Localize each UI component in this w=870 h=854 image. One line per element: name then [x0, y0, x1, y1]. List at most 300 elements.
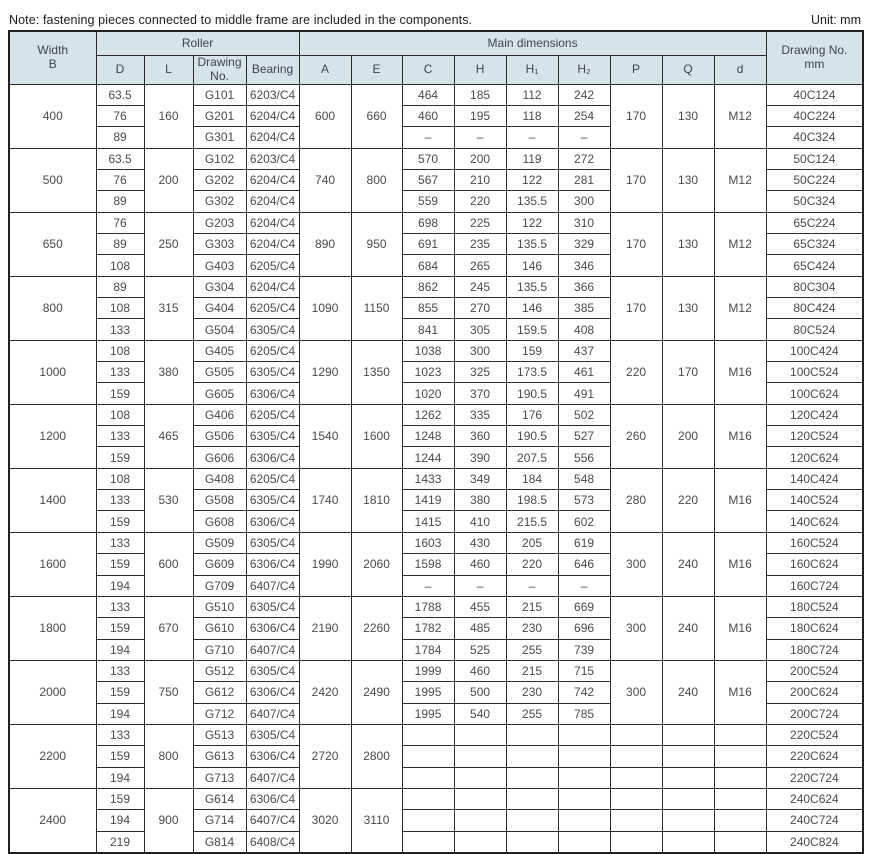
cell-h: 390 [454, 447, 506, 468]
cell-c: – [402, 575, 454, 596]
cell-bearing: 6306/C4 [246, 618, 299, 639]
cell-q [662, 746, 714, 767]
cell-q: 130 [662, 212, 714, 276]
cell-a: 1740 [299, 468, 351, 532]
cell-drawing-code: 65C324 [766, 234, 863, 255]
cell-c: 1995 [402, 703, 454, 724]
note-text: Note: fastening pieces connected to middle frame are included in the components. [9, 13, 473, 27]
cell-p [610, 810, 662, 831]
cell-d-thread [714, 831, 766, 853]
cell-d: 159 [96, 511, 144, 532]
cell-h [454, 746, 506, 767]
cell-drawing-code: 240C624 [766, 788, 863, 809]
col-header-width-b [9, 31, 96, 84]
cell-drawing-no: G505 [193, 362, 246, 383]
cell-d: 76 [96, 105, 144, 126]
cell-d-thread: M12 [714, 84, 766, 148]
cell-c: 1244 [402, 447, 454, 468]
cell-bearing: 6407/C4 [246, 575, 299, 596]
cell-e: 2060 [351, 532, 402, 596]
cell-d: 159 [96, 682, 144, 703]
cell-h: – [454, 127, 506, 148]
cell-h2: – [558, 575, 610, 596]
cell-drawing-no: G504 [193, 319, 246, 340]
table-row [9, 831, 863, 853]
cell-q: 240 [662, 532, 714, 596]
cell-bearing: 6204/C4 [246, 127, 299, 148]
cell-h2: 310 [558, 212, 610, 233]
cell-c: 464 [402, 84, 454, 105]
cell-bearing: 6203/C4 [246, 148, 299, 169]
cell-h2: 242 [558, 84, 610, 105]
col-header-p: P [610, 56, 662, 85]
cell-h1: 205 [506, 532, 558, 553]
cell-h2: 329 [558, 234, 610, 255]
cell-bearing: 6205/C4 [246, 298, 299, 319]
cell-d: 76 [96, 212, 144, 233]
cell-drawing-code: 80C424 [766, 298, 863, 319]
cell-h1: 122 [506, 169, 558, 190]
cell-h2: 669 [558, 596, 610, 617]
col-header-drawing-no: Drawing No. [193, 56, 246, 85]
cell-drawing-no: G712 [193, 703, 246, 724]
cell-h2 [558, 831, 610, 853]
cell-e: 1150 [351, 276, 402, 340]
cell-drawing-no: G403 [193, 255, 246, 276]
cell-p: 300 [610, 660, 662, 724]
cell-bearing: 6204/C4 [246, 169, 299, 190]
cell-c: 698 [402, 212, 454, 233]
col-header-a: A [299, 56, 351, 85]
cell-h2: 696 [558, 618, 610, 639]
cell-drawing-code: 200C624 [766, 682, 863, 703]
cell-drawing-code: 100C424 [766, 340, 863, 361]
cell-drawing-no: G101 [193, 84, 246, 105]
cell-h2: 408 [558, 319, 610, 340]
cell-p: 170 [610, 84, 662, 148]
cell-p [610, 767, 662, 788]
cell-q: 240 [662, 596, 714, 660]
cell-c: 1598 [402, 554, 454, 575]
cell-drawing-code: 120C524 [766, 426, 863, 447]
cell-p [610, 831, 662, 853]
cell-drawing-no: G102 [193, 148, 246, 169]
group-header-roller: Roller [96, 31, 299, 56]
cell-h1: 122 [506, 212, 558, 233]
cell-p [610, 724, 662, 745]
cell-h: 225 [454, 212, 506, 233]
cell-drawing-no: G404 [193, 298, 246, 319]
cell-p: 300 [610, 532, 662, 596]
cell-d-thread: M16 [714, 340, 766, 404]
cell-width-b: 2000 [9, 660, 96, 724]
cell-h: 380 [454, 490, 506, 511]
cell-d: 159 [96, 554, 144, 575]
cell-h1: 159.5 [506, 319, 558, 340]
cell-p: 170 [610, 276, 662, 340]
cell-h: 455 [454, 596, 506, 617]
spec-table [8, 30, 864, 854]
cell-q: 220 [662, 468, 714, 532]
width-label-line1: Width [37, 43, 69, 57]
cell-d: 159 [96, 788, 144, 809]
cell-h: 460 [454, 554, 506, 575]
cell-h2: 715 [558, 660, 610, 681]
cell-q [662, 767, 714, 788]
cell-h: 305 [454, 319, 506, 340]
cell-q: 130 [662, 84, 714, 148]
cell-drawing-no: G203 [193, 212, 246, 233]
cell-h2 [558, 810, 610, 831]
cell-c: 1784 [402, 639, 454, 660]
cell-c: 1603 [402, 532, 454, 553]
cell-drawing-no: G713 [193, 767, 246, 788]
cell-a: 3020 [299, 788, 351, 853]
cell-e: 3110 [351, 788, 402, 853]
cell-h: 335 [454, 404, 506, 425]
cell-d: 133 [96, 426, 144, 447]
cell-h1: 146 [506, 298, 558, 319]
col-header-bearing: Bearing [246, 56, 299, 85]
cell-h2: 254 [558, 105, 610, 126]
cell-width-b: 2200 [9, 724, 96, 788]
cell-h: 349 [454, 468, 506, 489]
cell-p [610, 746, 662, 767]
cell-drawing-no: G506 [193, 426, 246, 447]
cell-d: 108 [96, 298, 144, 319]
cell-h2 [558, 724, 610, 745]
cell-d: 159 [96, 447, 144, 468]
cell-h [454, 788, 506, 809]
cell-h1: 207.5 [506, 447, 558, 468]
cell-drawing-no: G614 [193, 788, 246, 809]
cell-bearing: 6204/C4 [246, 234, 299, 255]
cell-h2: 272 [558, 148, 610, 169]
header-group-row [9, 31, 863, 56]
cell-c: 567 [402, 169, 454, 190]
col-header-d: D [96, 56, 144, 85]
cell-d: 89 [96, 191, 144, 212]
cell-h1: – [506, 127, 558, 148]
cell-drawing-code: 65C424 [766, 255, 863, 276]
cell-d: 133 [96, 319, 144, 340]
cell-drawing-no: G714 [193, 810, 246, 831]
cell-width-b: 1400 [9, 468, 96, 532]
cell-d: 219 [96, 831, 144, 853]
cell-h1: 112 [506, 84, 558, 105]
cell-d-thread [714, 767, 766, 788]
cell-drawing-no: G609 [193, 554, 246, 575]
cell-drawing-no: G406 [193, 404, 246, 425]
cell-e: 2490 [351, 660, 402, 724]
cell-c: 1023 [402, 362, 454, 383]
cell-c [402, 831, 454, 853]
cell-c: 1788 [402, 596, 454, 617]
cell-c: 1415 [402, 511, 454, 532]
cell-d: 133 [96, 596, 144, 617]
col-header-q: Q [662, 56, 714, 85]
cell-bearing: 6305/C4 [246, 490, 299, 511]
cell-c: 1782 [402, 618, 454, 639]
cell-width-b: 1600 [9, 532, 96, 596]
cell-c: 841 [402, 319, 454, 340]
cell-drawing-no: G301 [193, 127, 246, 148]
cell-drawing-code: 50C324 [766, 191, 863, 212]
cell-drawing-code: 180C724 [766, 639, 863, 660]
cell-h1: 255 [506, 639, 558, 660]
col-header-d-thread: d [714, 56, 766, 85]
cell-bearing: 6305/C4 [246, 426, 299, 447]
cell-h1: – [506, 575, 558, 596]
cell-width-b: 800 [9, 276, 96, 340]
cell-h2: 502 [558, 404, 610, 425]
cell-drawing-no: G512 [193, 660, 246, 681]
cell-d: 133 [96, 532, 144, 553]
cell-bearing: 6306/C4 [246, 554, 299, 575]
cell-h [454, 767, 506, 788]
table-row [9, 84, 863, 105]
table-row [9, 596, 863, 617]
table-header [9, 31, 863, 84]
cell-drawing-no: G513 [193, 724, 246, 745]
cell-drawing-no: G405 [193, 340, 246, 361]
cell-a: 1090 [299, 276, 351, 340]
cell-drawing-code: 180C624 [766, 618, 863, 639]
cell-bearing: 6305/C4 [246, 532, 299, 553]
table-row [9, 148, 863, 169]
cell-h1: 118 [506, 105, 558, 126]
cell-h: 370 [454, 383, 506, 404]
code-label-line1: Drawing No. [781, 43, 848, 57]
cell-d: 133 [96, 490, 144, 511]
cell-h1: 215 [506, 660, 558, 681]
cell-q [662, 831, 714, 853]
cell-a: 600 [299, 84, 351, 148]
cell-drawing-code: 120C624 [766, 447, 863, 468]
cell-h2: 385 [558, 298, 610, 319]
cell-h: 270 [454, 298, 506, 319]
cell-drawing-code: 240C724 [766, 810, 863, 831]
cell-bearing: 6204/C4 [246, 191, 299, 212]
cell-q: 240 [662, 660, 714, 724]
cell-bearing: 6204/C4 [246, 105, 299, 126]
table-row [9, 660, 863, 681]
cell-h1: 135.5 [506, 276, 558, 297]
cell-c: 460 [402, 105, 454, 126]
cell-c: 862 [402, 276, 454, 297]
cell-h2: 300 [558, 191, 610, 212]
cell-drawing-code: 40C324 [766, 127, 863, 148]
cell-drawing-code: 220C724 [766, 767, 863, 788]
cell-drawing-code: 220C624 [766, 746, 863, 767]
cell-h1 [506, 810, 558, 831]
cell-drawing-code: 100C624 [766, 383, 863, 404]
cell-drawing-no: G605 [193, 383, 246, 404]
cell-bearing: 6203/C4 [246, 84, 299, 105]
cell-e: 950 [351, 212, 402, 276]
cell-h: – [454, 575, 506, 596]
cell-bearing: 6205/C4 [246, 340, 299, 361]
cell-a: 2720 [299, 724, 351, 788]
cell-l: 600 [144, 532, 193, 596]
cell-c [402, 724, 454, 745]
cell-c: 1433 [402, 468, 454, 489]
cell-width-b: 1200 [9, 404, 96, 468]
cell-drawing-no: G408 [193, 468, 246, 489]
cell-d: 133 [96, 362, 144, 383]
cell-h2: 646 [558, 554, 610, 575]
cell-d: 76 [96, 169, 144, 190]
cell-d: 159 [96, 746, 144, 767]
cell-bearing: 6305/C4 [246, 660, 299, 681]
cell-bearing: 6306/C4 [246, 383, 299, 404]
width-label-line2: B [48, 56, 57, 71]
cell-drawing-no: G201 [193, 105, 246, 126]
cell-h1 [506, 724, 558, 745]
cell-h: 300 [454, 340, 506, 361]
cell-h2: 739 [558, 639, 610, 660]
cell-h [454, 831, 506, 853]
cell-c: 1419 [402, 490, 454, 511]
cell-d-thread [714, 724, 766, 745]
cell-h: 525 [454, 639, 506, 660]
cell-drawing-no: G608 [193, 511, 246, 532]
cell-d: 89 [96, 127, 144, 148]
cell-width-b: 500 [9, 148, 96, 212]
cell-h: 430 [454, 532, 506, 553]
cell-d-thread: M16 [714, 596, 766, 660]
cell-bearing: 6306/C4 [246, 746, 299, 767]
cell-h: 245 [454, 276, 506, 297]
table-row [9, 767, 863, 788]
cell-drawing-no: G508 [193, 490, 246, 511]
cell-drawing-code: 120C424 [766, 404, 863, 425]
cell-h1: 230 [506, 682, 558, 703]
cell-h1: 220 [506, 554, 558, 575]
cell-d: 194 [96, 575, 144, 596]
cell-drawing-code: 140C524 [766, 490, 863, 511]
cell-d-thread: M16 [714, 532, 766, 596]
cell-q: 130 [662, 276, 714, 340]
col-header-e: E [351, 56, 402, 85]
cell-drawing-code: 80C304 [766, 276, 863, 297]
cell-d-thread: M12 [714, 212, 766, 276]
cell-p: 170 [610, 148, 662, 212]
cell-drawing-code: 220C524 [766, 724, 863, 745]
cell-l: 800 [144, 724, 193, 788]
cell-c: 1999 [402, 660, 454, 681]
cell-l: 900 [144, 788, 193, 853]
cell-h1: 190.5 [506, 426, 558, 447]
cell-h2: 281 [558, 169, 610, 190]
cell-h2: 556 [558, 447, 610, 468]
cell-drawing-no: G814 [193, 831, 246, 853]
cell-h: 325 [454, 362, 506, 383]
cell-drawing-no: G613 [193, 746, 246, 767]
cell-p: 170 [610, 212, 662, 276]
cell-h1: 173.5 [506, 362, 558, 383]
cell-c [402, 788, 454, 809]
cell-h2: 461 [558, 362, 610, 383]
cell-bearing: 6306/C4 [246, 788, 299, 809]
cell-drawing-code: 140C424 [766, 468, 863, 489]
cell-h1: 255 [506, 703, 558, 724]
cell-bearing: 6306/C4 [246, 511, 299, 532]
cell-bearing: 6204/C4 [246, 276, 299, 297]
cell-h: 185 [454, 84, 506, 105]
cell-width-b: 650 [9, 212, 96, 276]
cell-d: 194 [96, 703, 144, 724]
cell-c: 1020 [402, 383, 454, 404]
cell-e: 660 [351, 84, 402, 148]
cell-c [402, 767, 454, 788]
cell-l: 250 [144, 212, 193, 276]
header-cols-row [9, 56, 863, 85]
table-row [9, 468, 863, 489]
cell-l: 380 [144, 340, 193, 404]
cell-l: 750 [144, 660, 193, 724]
cell-d: 159 [96, 618, 144, 639]
cell-drawing-code: 50C224 [766, 169, 863, 190]
cell-h: 460 [454, 660, 506, 681]
cell-h2: 346 [558, 255, 610, 276]
cell-h1: 159 [506, 340, 558, 361]
cell-h1 [506, 767, 558, 788]
cell-h1: 190.5 [506, 383, 558, 404]
cell-a: 2190 [299, 596, 351, 660]
cell-h1: 215 [506, 596, 558, 617]
cell-d-thread: M16 [714, 468, 766, 532]
cell-h: 500 [454, 682, 506, 703]
cell-h: 195 [454, 105, 506, 126]
cell-p: 220 [610, 340, 662, 404]
cell-d: 194 [96, 639, 144, 660]
cell-c [402, 746, 454, 767]
table-row [9, 212, 863, 233]
cell-bearing: 6204/C4 [246, 212, 299, 233]
cell-bearing: 6306/C4 [246, 447, 299, 468]
cell-drawing-no: G709 [193, 575, 246, 596]
cell-d: 108 [96, 404, 144, 425]
col-header-drawing-code [766, 31, 863, 84]
cell-bearing: 6305/C4 [246, 319, 299, 340]
cell-d-thread [714, 746, 766, 767]
cell-bearing: 6407/C4 [246, 703, 299, 724]
cell-h2: 602 [558, 511, 610, 532]
table-row [9, 788, 863, 809]
cell-d: 194 [96, 767, 144, 788]
cell-a: 2420 [299, 660, 351, 724]
cell-c: – [402, 127, 454, 148]
cell-drawing-no: G610 [193, 618, 246, 639]
cell-width-b: 1000 [9, 340, 96, 404]
cell-d: 63.5 [96, 148, 144, 169]
cell-d: 108 [96, 340, 144, 361]
cell-e: 1810 [351, 468, 402, 532]
cell-h2: 491 [558, 383, 610, 404]
cell-d-thread: M16 [714, 404, 766, 468]
cell-c: 691 [402, 234, 454, 255]
cell-d: 159 [96, 383, 144, 404]
cell-drawing-code: 65C224 [766, 212, 863, 233]
cell-e: 2800 [351, 724, 402, 788]
cell-bearing: 6407/C4 [246, 767, 299, 788]
cell-q: 130 [662, 148, 714, 212]
cell-l: 160 [144, 84, 193, 148]
top-bar [0, 0, 870, 30]
cell-q [662, 724, 714, 745]
cell-h1: 230 [506, 618, 558, 639]
